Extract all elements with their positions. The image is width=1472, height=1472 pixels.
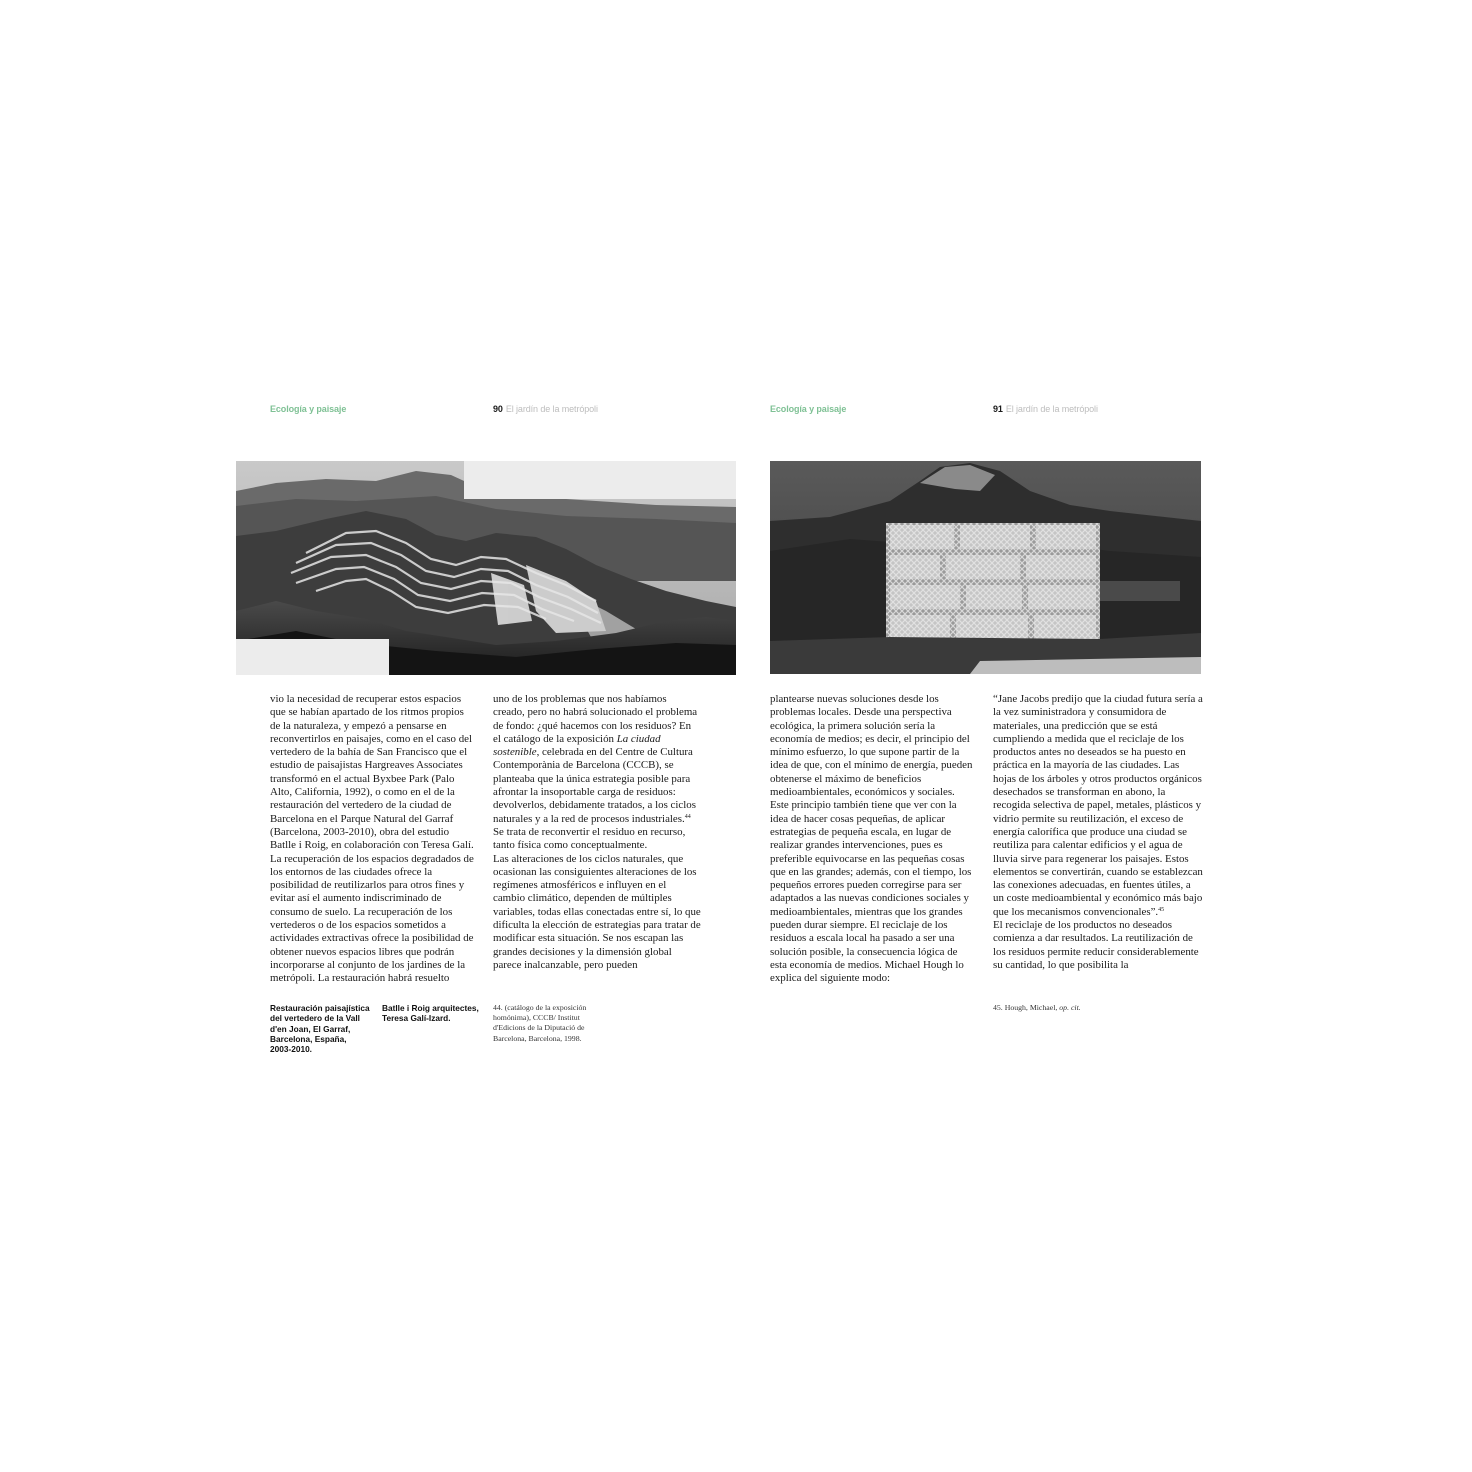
footnote-45-text: 45. Hough, Michael,	[993, 1003, 1060, 1012]
right-header-title: El jardín de la metrópoli	[1005, 404, 1098, 414]
footnote-ref-44: 44	[684, 813, 691, 820]
left-col2-paragraph-2: Las alteraciones de los ciclos naturales, que ocasionan las consiguientes alteraciones de los regímenes atmosféricos e influyen en el cambio climático, dependen de múltiples variables, todas ellas conectadas entre sí, lo que dificulta la elección de estrategias para tratar de modificar esta situación. Se nos escapan las grandes decisiones y la dimensión global parece inalcanzable, pero pueden	[493, 852, 701, 971]
left-col2-text-c: Se trata de reconvertir el residuo en recurso, tanto física como conceptualmente.	[493, 825, 686, 852]
photo-caption-credits: Batlle i Roig arquitectes, Teresa Galí-Izard.	[382, 1003, 479, 1024]
gabion-wall-photo	[770, 461, 1201, 674]
left-col2-text-b: , celebrada en del Centre de Cultura Contemporània de Barcelona (CCCB), se planteaba que la única estrategia posible para afrontar la insoportable carga de residuos: devolverlos, debidamente tratados, a los ciclos naturales y a la red de procesos industriales.	[493, 746, 696, 825]
right-col2-paragraph-2: El reciclaje de los productos no deseados comienza a dar resultados. La reutilización de los residuos permite reducir considerablemente su cantidad, lo que posibilita la	[993, 919, 1199, 971]
left-page-column-2	[493, 693, 701, 972]
left-header-title: El jardín de la metrópoli	[505, 404, 598, 414]
right-col1-paragraph-1: plantearse nuevas soluciones desde los problemas locales. Desde una perspectiva ecológica, la primera solución sería la economía de medios; es decir, el principio del mínimo esfuerzo, lo que supone partir de la idea de que, con el mínimo de energía, pueden obtenerse el máximo de beneficios medioambientales, económicos y sociales.	[770, 693, 973, 799]
left-col2-paragraph-1	[493, 693, 701, 853]
left-header-page	[493, 404, 598, 414]
right-page-column-1	[770, 693, 977, 986]
right-col2-quote-text: “Jane Jacobs predijo que la ciudad futura sería a la vez suministradora y consumidora de materiales, una predicción que se está cumpliendo a medida que el reciclaje de los productos antes no deseados se ha puesto en práctica en la mayoría de las ciudades. Las hojas de los árboles y otros productos orgánicos desechados se transforman en abono, la recogida selectiva de papel, metales, plásticos y vidrio permite su reutilización, el exceso de energía calorífica que produce una ciudad se reutiliza para calentar edificios y el agua de lluvia sirve para regenerar los paisajes. Estos elementos se convertirán, cuando se establezcan las conexiones adecuadas, en fuentes útiles, a un coste medioambiental y económico más bajo que los mecanismos convencionales”.	[993, 693, 1203, 918]
right-page-number: 91	[993, 404, 1003, 414]
left-col1-paragraph-2: La recuperación de los espacios degradados de los entornos de las ciudades ofrece la posibilidad de reutilizarlos para otros fines y evitar así el aumento indiscriminado de consumo de suelo. La recuperación de los vertederos o de los espacios sometidos a actividades extractivas ofrece la posibilidad de obtener nuevos espacios libres que podrán incorporarse al conjunto de los jardines de la metrópoli. La restauración habrá resuelto	[270, 852, 474, 985]
right-header-section: Ecología y paisaje	[770, 404, 847, 414]
left-page-column-1	[270, 693, 475, 986]
landfill-panorama-image	[236, 461, 736, 675]
gabion-wall-image	[770, 461, 1201, 674]
right-header-page	[993, 404, 1098, 414]
footnote-45	[993, 1003, 1193, 1013]
footnote-45-italic: op. cit.	[1059, 1003, 1081, 1012]
left-page-number: 90	[493, 404, 503, 414]
landfill-panorama-photo	[236, 461, 736, 675]
left-col2-text-a: uno de los problemas que nos habíamos creado, pero no habrá solucionado el problema de fondo: ¿qué hacemos con los residuos? En el catálogo de la exposición	[493, 693, 698, 745]
left-header-section: Ecología y paisaje	[270, 404, 347, 414]
right-col1-paragraph-2: Este principio también tiene que ver con la idea de hacer cosas pequeñas, de aplicar estrategias de pequeña escala, en lugar de realizar grandes intervenciones, pues es preferible equivocarse en las pequeñas cosas que en las grandes; además, con el tiempo, los pequeños errores pueden corregirse para ser adaptados a las nuevas condiciones sociales y medioambientales, mientras que los grandes pueden durar siempre. El reciclaje de los residuos a escala local ha pasado a ser una solución posible, la consecuencia lógica de esta economía de medios. Michael Hough lo explica del siguiente modo:	[770, 799, 972, 985]
right-col2-quote	[993, 693, 1203, 919]
right-page-column-2	[993, 693, 1203, 972]
photo-caption-title: Restauración paisajística del vertedero de la Vall d'en Joan, El Garraf, Barcelona, España, 2003-2010.	[270, 1003, 370, 1055]
exhibition-title: La ciudad sostenible	[493, 732, 661, 759]
left-col1-paragraph-1: vio la necesidad de recuperar estos espacios que se habían apartado de los ritmos propios de la naturaleza, y empezó a pensarse en reconvertirlos en paisajes, como en el caso del vertedero de la bahía de San Francisco que el estudio de paisajistas Hargreaves Associates transformó en el actual Byxbee Park (Palo Alto, California, 1992), o como en el de la restauración del vertedero de la ciudad de Barcelona en el Parque Natural del Garraf (Barcelona, 2003-2010), obra del estudio Batlle i Roig, en colaboración con Teresa Galí.	[270, 693, 474, 852]
footnote-44: 44. (catálogo de la exposición homónima), CCCB/ Institut d'Edicions de la Diputació de Barcelona, Barcelona, 1998.	[493, 1003, 587, 1043]
footnote-ref-45: 45	[1158, 906, 1165, 913]
